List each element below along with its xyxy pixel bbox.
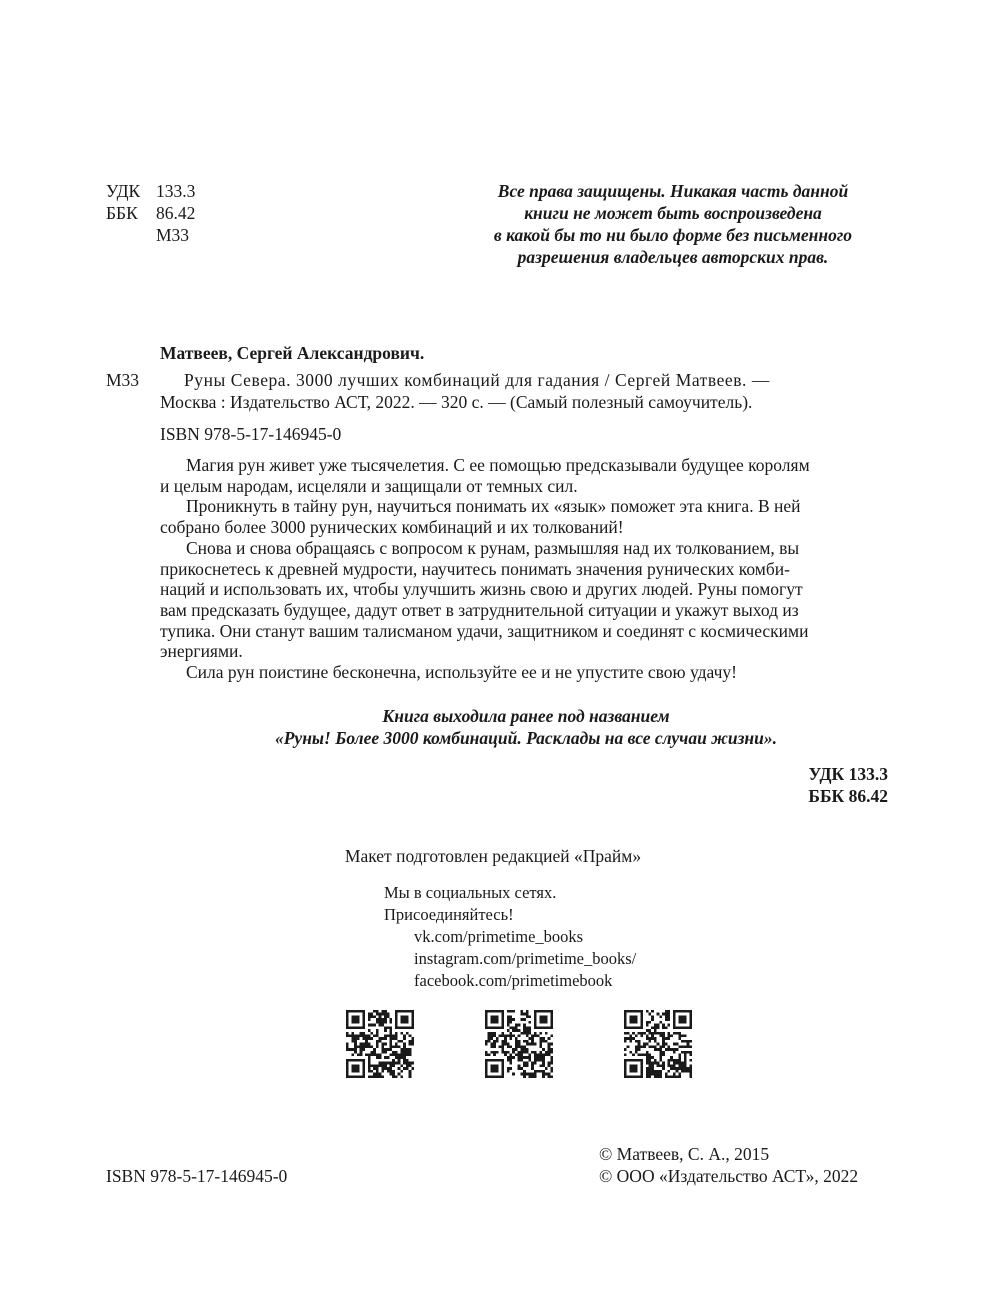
previous-title-line: Книга выходила ранее под названием xyxy=(382,706,670,726)
classification-block-top xyxy=(106,180,195,246)
annotation-line: вам предсказать будущее, дадут ответ в затруднительной ситуации и укажут выход из xyxy=(160,599,799,620)
annotation xyxy=(160,455,892,683)
annotation-line: Магия рун живет уже тысячелетия. С ее помощью предсказывали будущее королям xyxy=(186,455,810,475)
prepared-by: Макет подготовлен редакцией «Прайм» xyxy=(344,846,642,866)
rights-line: в какой бы то ни было форме без письменного xyxy=(493,225,853,245)
biblio-line: Москва : Издательство АСТ, 2022. — 320 с. — (Самый полезный самоучитель). xyxy=(160,392,753,412)
annotation-line: Сила рун поистине бесконечна, используйте ее и не упустите свою удачу! xyxy=(186,662,737,683)
vk-qr-code xyxy=(346,1010,414,1078)
annotation-line: тупика. Они станут вашим талисманом удачи, защитником и соединят с космическими xyxy=(160,620,809,641)
previous-title-note xyxy=(220,705,832,749)
rights-line: Все права защищены. Никакая часть данной xyxy=(497,181,849,201)
classification-block-bottom xyxy=(808,763,888,807)
annotation-line: Снова и снова обращаясь с вопросом к рунам, размышляя над их толкованием, вы xyxy=(186,537,800,558)
rights-notice xyxy=(458,180,888,268)
annotation-line: собрано более 3000 рунических комбинаций и их толкований! xyxy=(160,517,624,538)
social-subheading: Присоединяйтесь! xyxy=(384,905,514,924)
social-block xyxy=(384,882,636,992)
instagram-qr-code xyxy=(485,1010,553,1078)
author-heading: Матвеев, Сергей Александрович. xyxy=(160,343,425,363)
copyright-publisher: © ООО «Издательство АСТ», 2022 xyxy=(599,1166,859,1186)
social-link-facebook[interactable]: facebook.com/primetimebook xyxy=(414,971,613,990)
bbk-bottom: ББК 86.42 xyxy=(808,786,888,806)
bibliographic-description xyxy=(160,369,890,413)
udk-label: УДК xyxy=(106,181,141,201)
social-link-instagram[interactable]: instagram.com/primetime_books/ xyxy=(414,949,637,968)
social-heading: Мы в социальных сетях. xyxy=(384,883,557,902)
rights-line: книги не может быть воспроизведена xyxy=(524,203,822,223)
bbk-label: ББК xyxy=(106,203,138,223)
copyright-block xyxy=(599,1143,858,1187)
rights-line: разрешения владельцев авторских прав. xyxy=(517,247,829,267)
annotation-line: Проникнуть в тайну рун, научиться понимать их «язык» поможет эта книга. В ней xyxy=(186,496,801,517)
social-link-vk[interactable]: vk.com/primetime_books xyxy=(414,927,584,946)
annotation-line: энергиями. xyxy=(160,641,243,662)
isbn-main: ISBN 978-5-17-146945-0 xyxy=(160,424,342,444)
author-mark-side: М33 xyxy=(106,370,140,390)
annotation-line: и целым народам, исцеляли и защищали от темных сил. xyxy=(160,475,578,496)
copyright-author: © Матвеев, С. А., 2015 xyxy=(599,1144,770,1164)
facebook-qr-code xyxy=(624,1010,692,1078)
previous-title-line: «Руны! Более 3000 комбинаций. Расклады на все случаи жизни». xyxy=(274,728,778,748)
udk-value: 133.3 xyxy=(156,181,196,201)
biblio-line: Руны Севера. 3000 лучших комбинаций для гадания / Сергей Матвеев. — xyxy=(184,370,770,390)
bbk-value: 86.42 xyxy=(156,203,196,223)
udk-bottom: УДК 133.3 xyxy=(808,764,888,784)
annotation-line: наций и использовать их, чтобы улучшить жизнь свою и других людей. Руны помогут xyxy=(160,579,803,600)
isbn-bottom: ISBN 978-5-17-146945-0 xyxy=(106,1166,288,1186)
annotation-line: прикоснетесь к древней мудрости, научитесь понимать значения рунических комби- xyxy=(160,558,790,579)
author-mark: М33 xyxy=(156,225,190,245)
